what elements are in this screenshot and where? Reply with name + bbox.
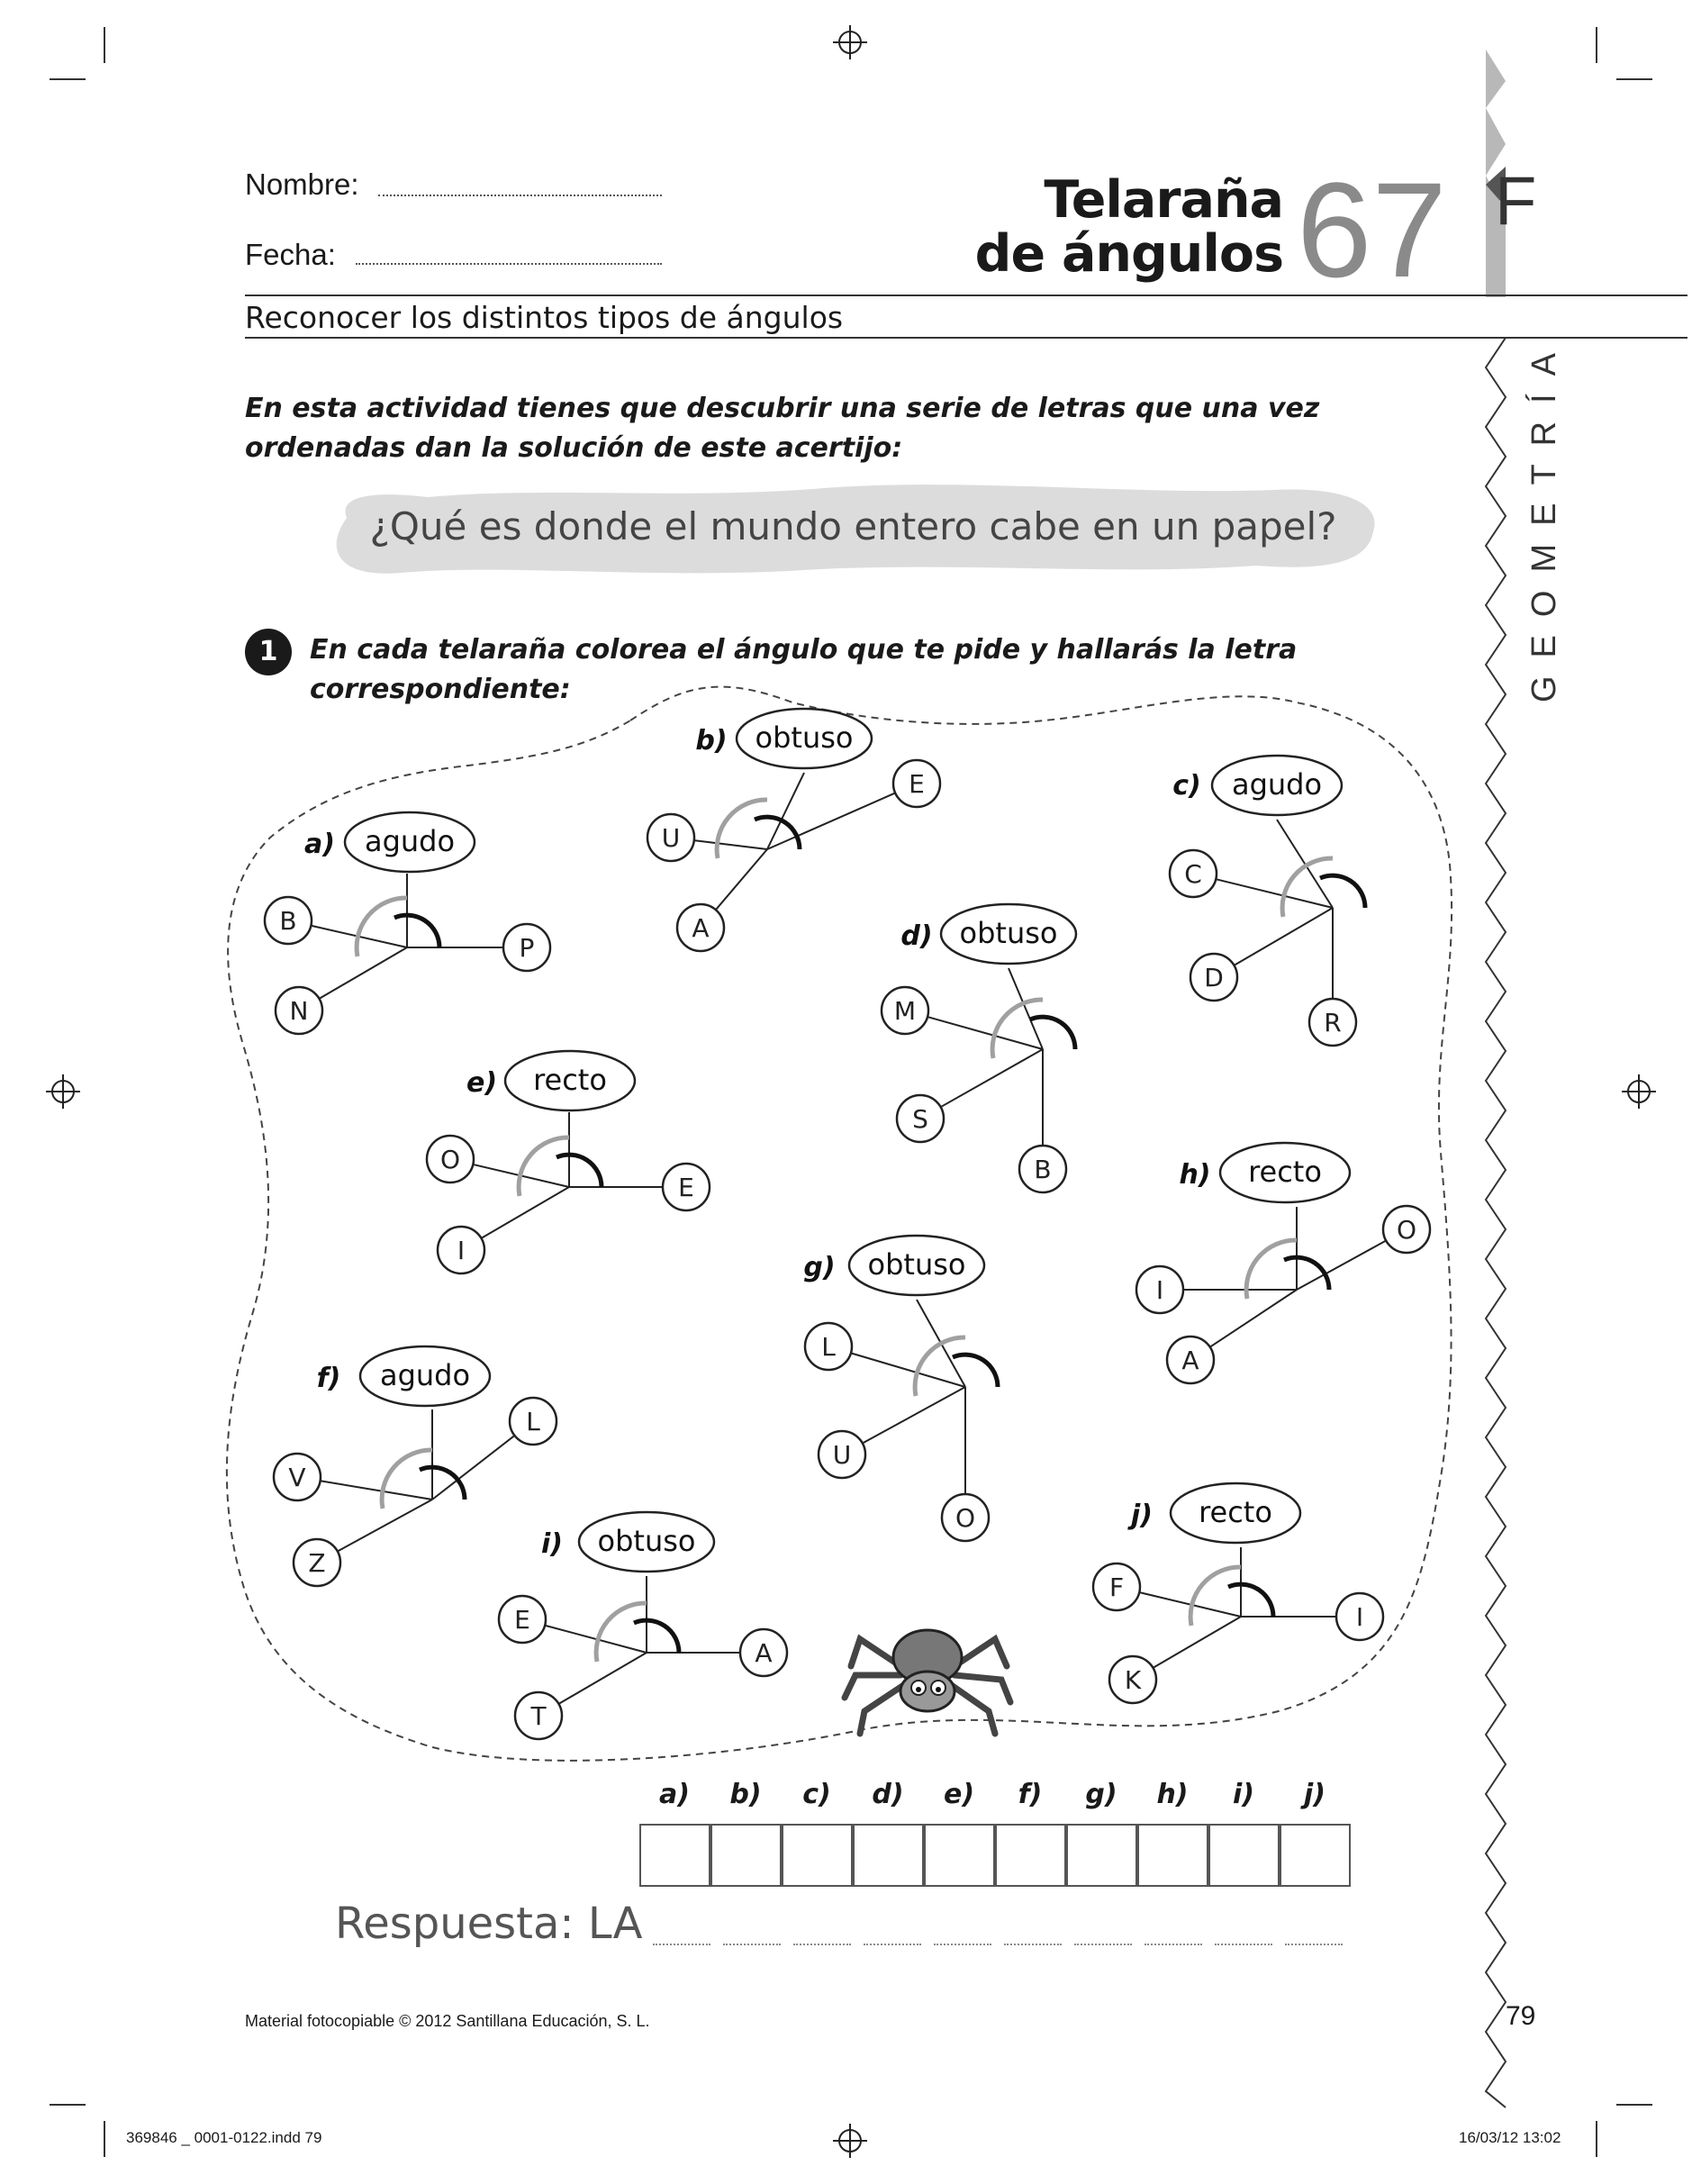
outer-angle-arc[interactable] — [1190, 1567, 1241, 1626]
web-a — [265, 812, 550, 1034]
intro-line-2: ordenadas dan la solución de este acertijo: — [245, 432, 903, 464]
answer-col-header: i) — [1233, 1779, 1254, 1810]
answer-col-header: d) — [872, 1779, 904, 1810]
web-label: e) — [466, 1067, 498, 1099]
outer-angle-arc[interactable] — [519, 1137, 569, 1196]
letter-D: D — [1204, 963, 1224, 992]
web-label: b) — [695, 725, 728, 757]
answer-blank[interactable] — [864, 1944, 921, 1945]
answer-col-header: a) — [659, 1779, 690, 1810]
web-label: g) — [803, 1252, 836, 1283]
angle-type: recto — [1199, 1495, 1272, 1529]
exercise-line-2: correspondiente: — [310, 674, 571, 705]
answer-lines — [653, 1944, 1355, 1947]
answer-blank[interactable] — [1215, 1944, 1272, 1945]
web-f — [274, 1346, 556, 1586]
letter-I: I — [457, 1236, 466, 1265]
outer-angle-arc[interactable] — [1282, 858, 1333, 917]
answer-col-header: h) — [1156, 1779, 1189, 1810]
outer-angle-arc[interactable] — [992, 1000, 1043, 1058]
answer-col-header: b) — [729, 1779, 762, 1810]
inner-angle-arc[interactable] — [556, 1155, 602, 1187]
letter-U: U — [832, 1440, 852, 1470]
answer-cell[interactable] — [924, 1824, 995, 1887]
spider-icon — [845, 1630, 1010, 1734]
letter-O: O — [955, 1503, 976, 1533]
letter-E: E — [678, 1173, 694, 1202]
exercise-number-badge: 1 — [245, 629, 292, 675]
answer-blank[interactable] — [653, 1944, 710, 1945]
exercise-line-1: En cada telaraña colorea el ángulo que te pide y hallarás la letra — [310, 634, 1298, 666]
web-label: d) — [900, 920, 933, 952]
print-date: 16/03/12 13:02 — [1459, 2129, 1561, 2146]
outer-angle-arc[interactable] — [717, 800, 767, 858]
web-h — [1136, 1143, 1430, 1383]
answer-col-header: c) — [802, 1779, 831, 1810]
web-label: a) — [304, 829, 335, 860]
letter-A: A — [755, 1638, 773, 1668]
answer-cell[interactable] — [1137, 1824, 1208, 1887]
letter-A: A — [1181, 1346, 1199, 1375]
answer-cell[interactable] — [1066, 1824, 1137, 1887]
letter-V: V — [288, 1463, 306, 1492]
web-label: i) — [541, 1528, 563, 1560]
inner-angle-arc[interactable] — [1320, 875, 1365, 908]
answer-col-header: g) — [1085, 1779, 1117, 1810]
answer-blank[interactable] — [793, 1944, 851, 1945]
angle-type: recto — [1248, 1155, 1322, 1189]
letter-K: K — [1124, 1665, 1142, 1695]
outer-angle-arc[interactable] — [596, 1603, 647, 1662]
inner-angle-arc[interactable] — [634, 1620, 679, 1653]
web-label: h) — [1179, 1159, 1211, 1191]
letter-E: E — [514, 1605, 530, 1635]
date-label: Fecha: — [245, 238, 336, 271]
subtitle: Reconocer los distintos tipos de ángulos — [245, 300, 844, 335]
angle-type: obtuso — [755, 720, 854, 755]
letter-C: C — [1184, 859, 1202, 889]
angle-type: agudo — [364, 824, 456, 858]
angle-type: agudo — [379, 1358, 471, 1392]
letter-R: R — [1324, 1008, 1342, 1038]
web-e — [427, 1051, 710, 1273]
answer-grid — [639, 1824, 1351, 1887]
web-j — [1093, 1483, 1383, 1703]
answer-blank[interactable] — [1074, 1944, 1132, 1945]
answer-blank[interactable] — [1145, 1944, 1202, 1945]
letter-E: E — [909, 769, 925, 799]
outer-angle-arc[interactable] — [382, 1450, 432, 1509]
answer-column-headers — [639, 1779, 1351, 1811]
letter-A: A — [692, 913, 710, 943]
angle-type: obtuso — [959, 916, 1058, 950]
letter-P: P — [519, 933, 535, 963]
file-info: 369846 _ 0001-0122.indd 79 — [126, 2129, 322, 2146]
answer-blank[interactable] — [1285, 1944, 1343, 1945]
activity-number: 67 — [1297, 154, 1447, 305]
title-line-1: Telaraña — [1044, 170, 1283, 230]
letter-L: L — [821, 1332, 836, 1362]
angle-type: obtuso — [597, 1524, 696, 1558]
answer-col-header: f) — [1018, 1779, 1043, 1810]
letter-N: N — [289, 996, 309, 1026]
answer-col-header: e) — [943, 1779, 975, 1810]
answer-cell[interactable] — [1208, 1824, 1280, 1887]
inner-angle-arc[interactable] — [420, 1467, 465, 1500]
angle-type: agudo — [1231, 767, 1323, 802]
letter-F: F — [1108, 1572, 1125, 1602]
letter-O: O — [1396, 1215, 1417, 1245]
letter-I: I — [1155, 1275, 1164, 1305]
copyright: Material fotocopiable © 2012 Santillana Educación, S. L. — [245, 2012, 650, 2030]
answer-cell[interactable] — [639, 1824, 710, 1887]
letter-T: T — [530, 1701, 547, 1731]
web-c — [1170, 756, 1365, 1046]
riddle-text: ¿Qué es donde el mundo entero cabe en un papel? — [369, 504, 1337, 548]
answer-cell[interactable] — [853, 1824, 924, 1887]
letter-O: O — [439, 1145, 461, 1174]
angle-type: obtuso — [867, 1247, 966, 1282]
name-label: Nombre: — [245, 168, 359, 201]
answer-cell[interactable] — [1280, 1824, 1351, 1887]
web-label: c) — [1172, 770, 1201, 802]
angle-type: recto — [533, 1063, 607, 1097]
answer-cell[interactable] — [710, 1824, 782, 1887]
inner-angle-arc[interactable] — [1228, 1584, 1273, 1617]
letter-S: S — [912, 1104, 928, 1134]
letter-L: L — [526, 1407, 540, 1436]
answer-blank[interactable] — [1004, 1944, 1062, 1945]
web-label: j) — [1131, 1500, 1153, 1531]
web-g — [803, 1236, 998, 1541]
answer-blank[interactable] — [934, 1944, 991, 1945]
side-label: GEOMETRÍA — [1525, 334, 1563, 702]
web-b — [647, 709, 940, 951]
answer-label: Respuesta: LA — [335, 1899, 643, 1949]
letter-Z: Z — [308, 1548, 326, 1578]
answer-cell[interactable] — [782, 1824, 853, 1887]
page-number: 79 — [1506, 2001, 1536, 2031]
answer-col-header: j) — [1304, 1779, 1326, 1810]
letter-M: M — [893, 996, 917, 1026]
letter-I: I — [1355, 1602, 1364, 1632]
intro-line-1: En esta actividad tienes que descubrir una serie de letras que una vez — [245, 393, 1320, 424]
letter-B: B — [279, 906, 297, 936]
web-label: f) — [316, 1363, 341, 1394]
outer-angle-arc[interactable] — [357, 898, 407, 956]
web-i — [499, 1512, 787, 1739]
answer-cell[interactable] — [995, 1824, 1066, 1887]
letter-U: U — [661, 823, 681, 853]
answer-blank[interactable] — [723, 1944, 781, 1945]
letter-B: B — [1034, 1155, 1052, 1184]
inner-angle-arc[interactable] — [394, 915, 439, 947]
outer-angle-arc[interactable] — [915, 1337, 965, 1396]
title-line-2: de ángulos — [974, 224, 1283, 284]
inner-angle-arc[interactable] — [953, 1355, 998, 1387]
web-d — [882, 904, 1076, 1192]
tab-letter: F — [1495, 163, 1537, 240]
